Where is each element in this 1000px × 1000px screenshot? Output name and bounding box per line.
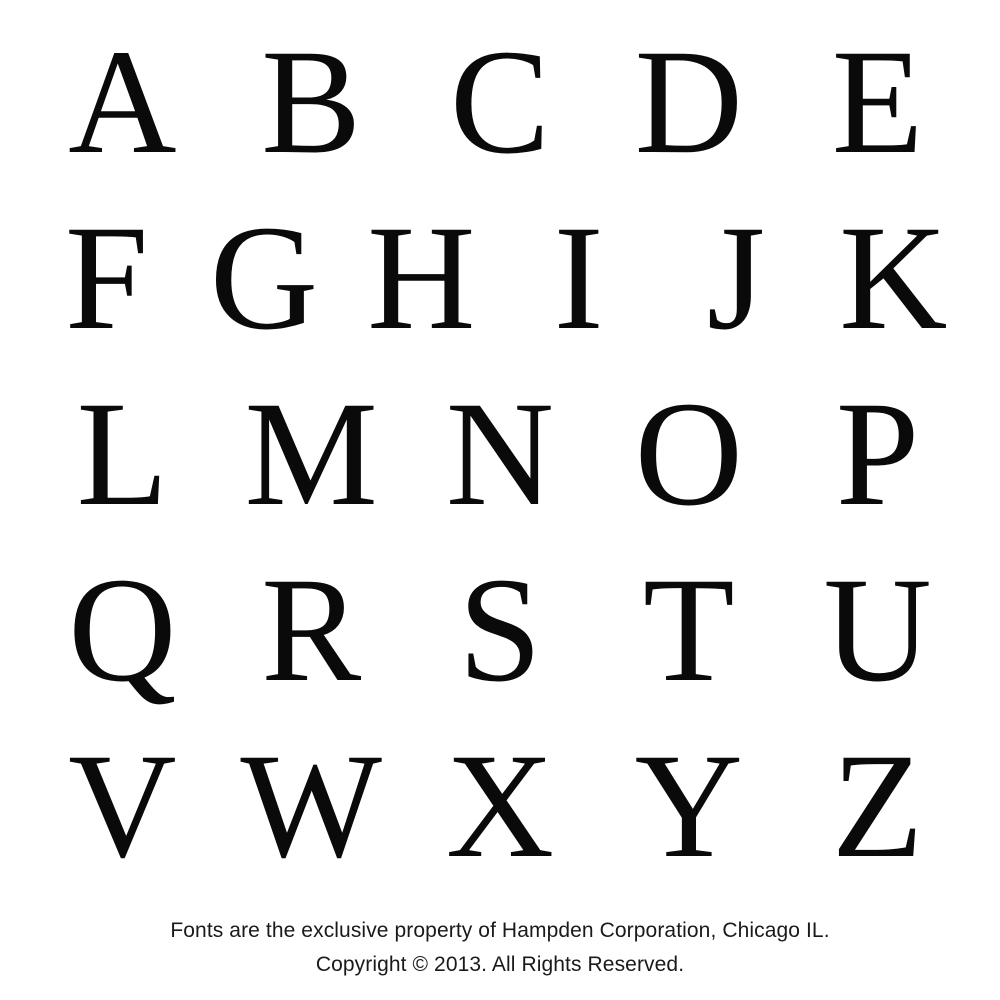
glyph-c: C (449, 19, 551, 185)
glyph-d: D (634, 19, 743, 185)
glyph-a: A (68, 19, 177, 185)
glyph-l: L (76, 371, 169, 537)
glyph-e: E (831, 19, 924, 185)
glyph-b: B (261, 19, 362, 185)
footer-copyright-line: Copyright © 2013. All Rights Reserved. (315, 953, 685, 976)
glyph-n: N (445, 371, 555, 537)
glyph-x: X (445, 723, 555, 889)
glyph-q: Q (68, 547, 177, 713)
footer-ownership-line: Fonts are the exclusive property of Hampden Corporation, Chicago IL. (170, 919, 830, 942)
glyph-s: S (458, 547, 542, 713)
glyph-k: K (839, 195, 948, 361)
glyph-w: W (240, 723, 382, 889)
glyph-z: Z (831, 723, 924, 889)
glyph-t: T (642, 547, 735, 713)
alphabet-row (28, 366, 972, 542)
copyright-footer (0, 914, 1000, 982)
glyph-y: Y (634, 723, 743, 889)
glyph-j: J (706, 195, 766, 361)
alphabet-row (28, 190, 972, 366)
glyph-h: H (367, 195, 476, 361)
glyph-p: P (835, 371, 920, 537)
glyph-r: R (261, 547, 362, 713)
alphabet-row (28, 542, 972, 718)
glyph-u: U (823, 547, 932, 713)
glyph-o: O (634, 371, 743, 537)
glyph-i: I (553, 195, 604, 361)
glyph-v: V (68, 723, 177, 889)
glyph-m: M (244, 371, 378, 537)
glyph-g: G (209, 195, 319, 361)
alphabet-row (28, 14, 972, 190)
glyph-f: F (64, 195, 149, 361)
alphabet-row (28, 718, 972, 894)
